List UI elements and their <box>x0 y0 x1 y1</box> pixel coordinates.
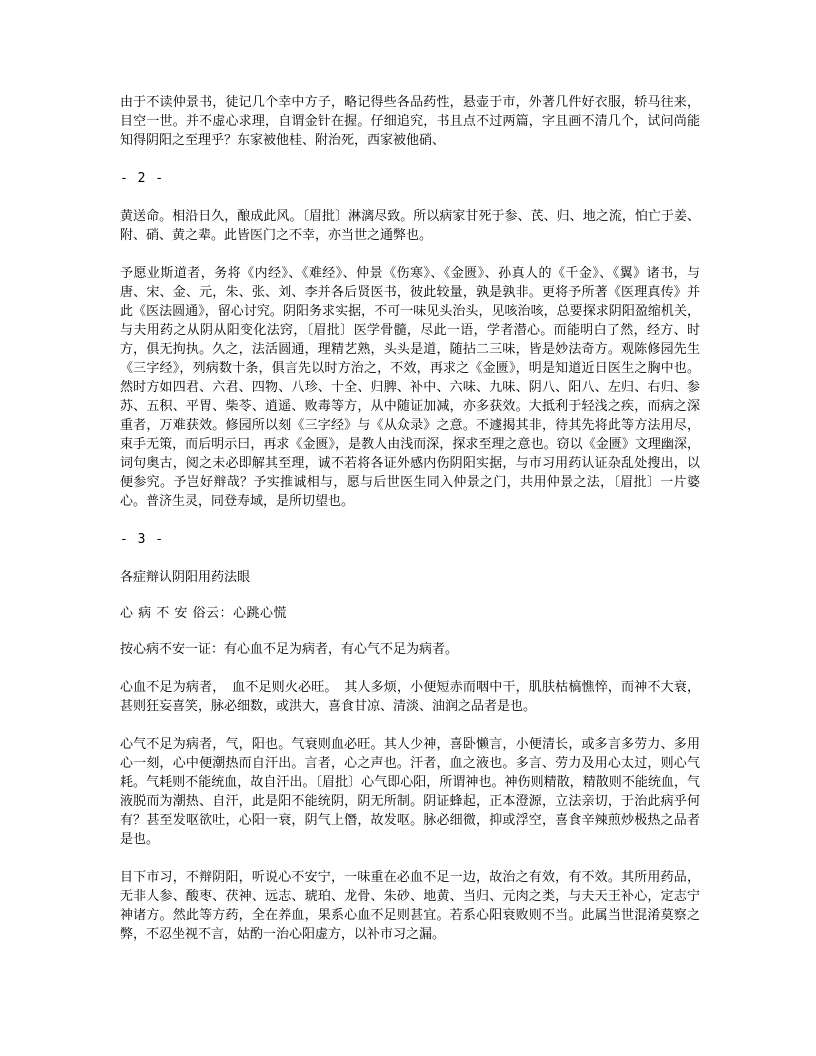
page-number-2: - 2 - <box>120 171 165 186</box>
paragraph-intro-continued: 由于不读仲景书，徒记几个幸中方子，略记得些各品药性，悬壶于市，外著几件好衣服，轿马往来，目空一世。并不虚心求理，自谓金针在握。仔细追究，书且点不过两篇，字且画不清几个，试问尚能知得阴阳之至理乎？东家被他桂、附治死，西家被他硝、 <box>120 95 700 148</box>
paragraph-qi-deficiency: 心气不足为病者，气，阳也。气衰则血必旺。其人少神，喜卧懒言，小便清长，或多言多劳力、多用心一刻，心中便潮热而自汗出。言者，心之声也。汗者，血之液也。多言、劳力及用心太过，则心气耗。气耗则不能统血，故自汗出。〔眉批〕心气即心阳，所谓神也。神伤则精散，精散则不能统血，气液脱而为潮热、自汗，此是阳不能统阴，阴无所制。阴证蜂起，正本澄源，立法亲切，于治此病乎何有？甚至发呕欲吐，心阳一衰，阴气上僭，故发呕。脉必细微，抑或浮空，喜食辛辣煎炒极热之品者是也。 <box>120 737 700 847</box>
document-page <box>120 93 700 963</box>
section-title: 各症辩认阴阳用药法眼 <box>120 570 251 585</box>
paragraph-current-practice: 目下市习，不辩阴阳，听说心不安宁，一味重在必血不足一边，故治之有效，有不效。其所用药品，无非人参、酸枣、茯神、远志、琥珀、龙骨、朱砂、地黄、当归、元肉之类，与夫天王补心，定志宁神诸方。然此等方药，全在养血，果系心血不足则甚宜。若系心阳衰败则不当。此属当世混淆莫察之弊，不忍坐视不言，姑酌一治心阳虚方，以补市习之漏。 <box>120 870 700 942</box>
subsection-title: 心 病 不 安 俗云：心跳心慌 <box>120 606 288 621</box>
paragraph-blood-deficiency: 心血不足为病者， 血不足则火必旺。 其人多烦，小便短赤而咽中干，肌肤枯槁憔悴，而神不大衰，甚则狂妄喜笑，脉必细数，或洪大，喜食甘凉、清淡、油润之品者是也。 <box>120 680 700 714</box>
paragraph-wish: 予愿业斯道者，务将《内经》、《难经》、仲景《伤寒》、《金匮》、孙真人的《千金》、《翼》诸书，与唐、宋、金、元，朱、张、刘、李并各后贤医书，彼此较量，孰是孰非。更将予所著《医理真传》并此《医法圆通》，留心讨究。阴阳务求实据，不可一味见头治头，见咳治咳，总要探求阴阳盈缩机关，与夫用药之从阴从阳变化法窍，〔眉批〕医学骨髓，尽此一语，学者潜心。而能明白了然，经方、时方，俱无拘执。久之，法活圆通，理精艺熟，头头是道，随拈二三味，皆是妙法奇方。观陈修园先生《三字经》，列病数十条，俱言先以时方治之，不效，再求之《金匮》，明是知道近日医生之胸中也。然时方如四君、六君、四物、八珍、十全、归脾、补中、六味、九味、阴八、阳八、左归、右归、参苏、五积、平胃、柴苓、逍遥、败毒等方，从中随证加减，亦多获效。大抵利于轻浅之疾，而病之深重者，万难获效。修园所以刻《三字经》与《从众录》之意。不遽揭其非，待其先将此等方法用尽，束手无策，而后明示曰，再求《金匮》，是教人由浅而深，探求至理之意也。窃以《金匮》文理幽深，词句奥古，阅之未必即解其至理，诚不若将各证外感内伤阴阳实据，与市习用药认证杂乱处搜出，以便参究。予岂好辩哉？予实推诚相与，愿与后世医生同入仲景之门，共用仲景之法，〔眉批〕一片婆心。普济生灵，同登寿域，是所切望也。 <box>120 266 700 509</box>
paragraph-custom: 黄送命。相沿日久，酿成此风。〔眉批〕淋漓尽致。所以病家甘死于参、芪、归、地之流，怕亡于姜、附、硝、黄之辈。此皆医门之不幸，亦当世之通弊也。 <box>120 209 700 243</box>
page-number-3: - 3 - <box>120 532 165 547</box>
paragraph-overview: 按心病不安一证：有心血不足为病者，有心气不足为病者。 <box>120 642 459 657</box>
